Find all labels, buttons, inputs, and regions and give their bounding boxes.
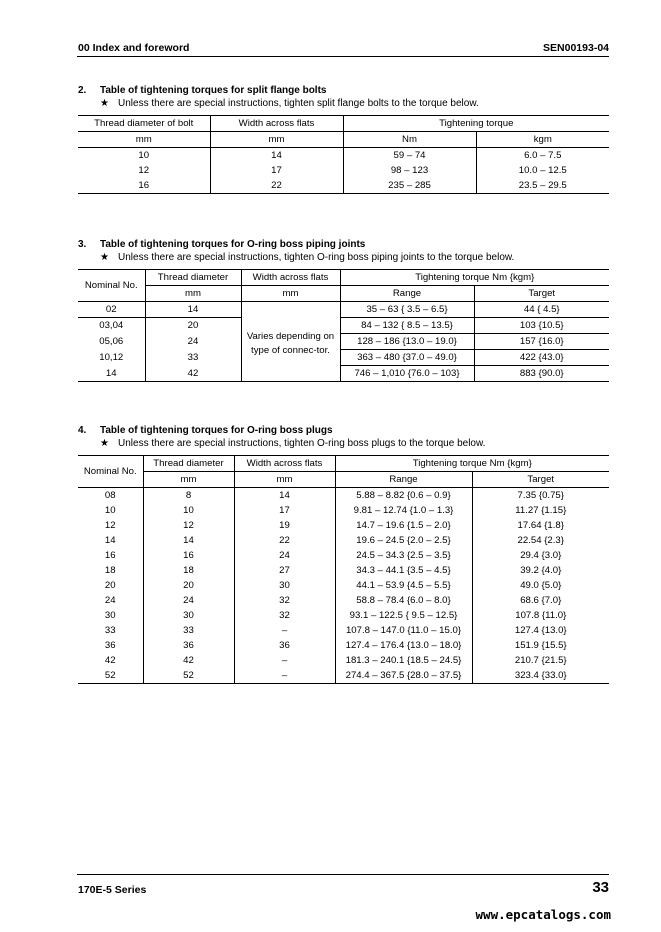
unit-cell: Target [474, 286, 609, 302]
cell: 323.4 {33.0} [472, 668, 609, 684]
cell: 42 [145, 366, 241, 382]
cell: 20 [104, 580, 116, 591]
section-number: 2. [78, 85, 87, 96]
table-row [78, 533, 609, 548]
cell: 235 – 285 [343, 178, 476, 194]
cell: 10 [104, 505, 116, 516]
varies-note-cell: Varies depending on type of connec-tor. [241, 302, 340, 382]
cell: 52 [143, 668, 234, 684]
cell: 10.0 – 12.5 [476, 163, 609, 178]
cell: 44.1 – 53.9 {4.5 – 5.5} [335, 578, 472, 593]
cell: 52 [78, 668, 143, 684]
cell: 33 [145, 350, 241, 366]
cell: 103 {10.5} [474, 318, 609, 334]
table-row [78, 623, 609, 638]
star-icon: ★ [100, 438, 109, 449]
cell: 6.0 – 7.5 [476, 148, 609, 164]
cell: 12 [138, 165, 150, 176]
table-row [78, 548, 609, 563]
unit-cell: mm [143, 472, 234, 488]
cell: 03,04 [99, 320, 124, 332]
table-row [78, 668, 609, 684]
cell: 05,06 [99, 336, 124, 347]
cell: 363 – 480 {37.0 – 49.0} [340, 350, 474, 366]
cell: 02 [78, 302, 145, 318]
cell: 14 [143, 533, 234, 548]
header-thread-diameter: Thread diameter [145, 270, 241, 286]
unit-cell: Target [472, 472, 609, 488]
note-text: Unless there are special instructions, tighten split flange bolts to the torque below. [118, 98, 479, 109]
cell: 10 [138, 150, 150, 161]
table-row [78, 638, 609, 653]
cell: 11.27 {1.15} [472, 503, 609, 518]
cell: 22 [234, 533, 335, 548]
cell: 34.3 – 44.1 {3.5 – 4.5} [335, 563, 472, 578]
cell: 84 – 132 { 8.5 – 13.5} [340, 318, 474, 334]
cell: 14 [104, 535, 116, 546]
table-row [78, 366, 609, 382]
cell: 210.7 {21.5} [472, 653, 609, 668]
header-width-across-flats: Width across flats [210, 116, 343, 132]
table-row [78, 148, 609, 164]
cell: – [234, 668, 335, 684]
cell: 17.64 {1.8} [472, 518, 609, 533]
cell: 32 [234, 608, 335, 623]
header-rule [77, 56, 609, 57]
unit-cell: mm [78, 132, 210, 148]
star-icon: ★ [100, 252, 109, 263]
unit-cell: mm [241, 286, 340, 302]
cell: 16 [78, 178, 210, 194]
watermark-link[interactable]: www.epcatalogs.com [475, 907, 611, 922]
table-row [78, 518, 609, 533]
page-number: 33 [592, 879, 609, 896]
table-row [78, 608, 609, 623]
table-row [78, 578, 609, 593]
cell: 10,12 [99, 352, 124, 363]
cell: 32 [234, 593, 335, 608]
cell: 30 [104, 610, 116, 621]
cell: 12 [143, 518, 234, 533]
cell: 39.2 {4.0} [472, 563, 609, 578]
unit-cell: kgm [476, 132, 609, 148]
section-title: Table of tightening torques for O-ring boss plugs [100, 425, 333, 436]
cell: 157 {16.0} [474, 334, 609, 350]
cell: 36 [234, 638, 335, 653]
cell: 5.88 – 8.82 {0.6 – 0.9} [335, 488, 472, 504]
cell: 14 [234, 488, 335, 504]
section-o-ring-boss-piping-joints [78, 238, 609, 382]
cell: 24 [234, 548, 335, 563]
cell: 68.6 {7.0} [472, 593, 609, 608]
cell: 8 [143, 488, 234, 504]
header-thread-diameter: Thread diameter [143, 456, 234, 472]
cell: 883 {90.0} [474, 366, 609, 382]
header-document-code: SEN00193-04 [543, 42, 609, 54]
header-tightening-torque: Tightening torque Nm {kgm} [335, 456, 609, 472]
cell: 127.4 – 176.4 {13.0 – 18.0} [335, 638, 472, 653]
cell: 93.1 – 122.5 { 9.5 – 12.5} [335, 608, 472, 623]
header-tightening-torque: Tightening torque Nm {kgm} [340, 270, 609, 286]
cell: 98 – 123 [343, 163, 476, 178]
section-note [78, 97, 609, 110]
footer-rule [77, 874, 609, 875]
cell: 107.8 – 147.0 {11.0 – 15.0} [335, 623, 472, 638]
cell: 12 [104, 520, 116, 531]
header-tightening-torque: Tightening torque [343, 116, 609, 132]
section-heading [78, 424, 609, 437]
cell: 27 [234, 563, 335, 578]
section-number: 3. [78, 239, 87, 250]
cell: 24 [145, 334, 241, 350]
section-note [78, 251, 609, 264]
cell: 151.9 {15.5} [472, 638, 609, 653]
section-title: Table of tightening torques for split flange bolts [100, 85, 327, 96]
cell: – [234, 653, 335, 668]
cell: 33 [143, 623, 234, 638]
cell: 35 – 63 { 3.5 – 6.5} [340, 302, 474, 318]
section-split-flange-bolts [78, 84, 609, 194]
cell: 30 [143, 608, 234, 623]
table-row [78, 503, 609, 518]
header-nominal-no: Nominal No. [78, 456, 143, 488]
cell: 36 [143, 638, 234, 653]
note-text: Unless there are special instructions, tighten O-ring boss piping joints to the torque below. [118, 252, 515, 263]
header-thread-diameter: Thread diameter of bolt [78, 116, 210, 132]
cell: 422 {43.0} [474, 350, 609, 366]
cell: 9.81 – 12.74 {1.0 – 1.3} [335, 503, 472, 518]
cell: 42 [104, 655, 116, 666]
cell: 49.0 {5.0} [472, 578, 609, 593]
cell: 44 { 4.5} [474, 302, 609, 318]
cell: 746 – 1,010 {76.0 – 103} [340, 366, 474, 382]
cell: 19 [234, 518, 335, 533]
table-row [78, 563, 609, 578]
cell: 7.35 {0.75} [472, 488, 609, 504]
table-row [78, 334, 609, 350]
cell: 10 [143, 503, 234, 518]
cell: 14 [210, 148, 343, 164]
cell: 24.5 – 34.3 {2.5 – 3.5} [335, 548, 472, 563]
cell: 30 [234, 578, 335, 593]
cell: 20 [145, 318, 241, 334]
cell: 24 [143, 593, 234, 608]
table-row [78, 653, 609, 668]
cell: 29.4 {3.0} [472, 548, 609, 563]
cell: 14.7 – 19.6 {1.5 – 2.0} [335, 518, 472, 533]
cell: 127.4 {13.0} [472, 623, 609, 638]
footer-series: 170E-5 Series [78, 884, 147, 896]
header-width-across-flats: Width across flats [234, 456, 335, 472]
section-title: Table of tightening torques for O-ring boss piping joints [100, 239, 366, 250]
cell: 107.8 {11.0} [472, 608, 609, 623]
section-heading [78, 238, 609, 251]
table-row [78, 350, 609, 366]
cell: – [234, 623, 335, 638]
cell: 128 – 186 {13.0 – 19.0} [340, 334, 474, 350]
cell: 181.3 – 240.1 {18.5 – 24.5} [335, 653, 472, 668]
cell: 36 [104, 640, 116, 651]
piping-joint-torque-table [78, 269, 609, 382]
cell: 22.54 {2.3} [472, 533, 609, 548]
cell: 19.6 – 24.5 {2.0 – 2.5} [335, 533, 472, 548]
unit-cell: mm [234, 472, 335, 488]
cell: 16 [143, 548, 234, 563]
table-row [78, 488, 609, 504]
star-icon: ★ [100, 98, 109, 109]
table-row [78, 178, 609, 194]
cell: 08 [104, 490, 116, 501]
cell: 33 [104, 625, 116, 636]
header-width-across-flats: Width across flats [241, 270, 340, 286]
unit-cell: Nm [343, 132, 476, 148]
section-note [78, 437, 609, 450]
cell: 59 – 74 [343, 148, 476, 164]
header-nominal-no: Nominal No. [78, 270, 145, 302]
cell: 17 [210, 163, 343, 178]
unit-cell: mm [210, 132, 343, 148]
cell: 22 [210, 178, 343, 194]
table-row [78, 593, 609, 608]
plug-torque-table [78, 455, 609, 684]
section-heading [78, 84, 609, 97]
section-o-ring-boss-plugs [78, 424, 609, 684]
cell: 16 [104, 550, 116, 561]
cell: 42 [143, 653, 234, 668]
table-row [78, 318, 609, 334]
cell: 18 [104, 565, 116, 576]
cell: 14 [145, 302, 241, 318]
cell: 18 [143, 563, 234, 578]
cell: 58.8 – 78.4 {6.0 – 8.0} [335, 593, 472, 608]
split-flange-torque-table [78, 115, 609, 194]
table-row [78, 163, 609, 178]
cell: 274.4 – 367.5 {28.0 – 37.5} [335, 668, 472, 684]
cell: 17 [234, 503, 335, 518]
cell: 23.5 – 29.5 [476, 178, 609, 194]
table-row [78, 302, 609, 318]
header-section-title: 00 Index and foreword [78, 42, 190, 54]
unit-cell: Range [335, 472, 472, 488]
section-number: 4. [78, 425, 87, 436]
cell: 24 [104, 595, 116, 606]
cell: 20 [143, 578, 234, 593]
unit-cell: mm [145, 286, 241, 302]
unit-cell: Range [340, 286, 474, 302]
cell: 14 [78, 366, 145, 382]
note-text: Unless there are special instructions, tighten O-ring boss plugs to the torque below. [118, 438, 486, 449]
